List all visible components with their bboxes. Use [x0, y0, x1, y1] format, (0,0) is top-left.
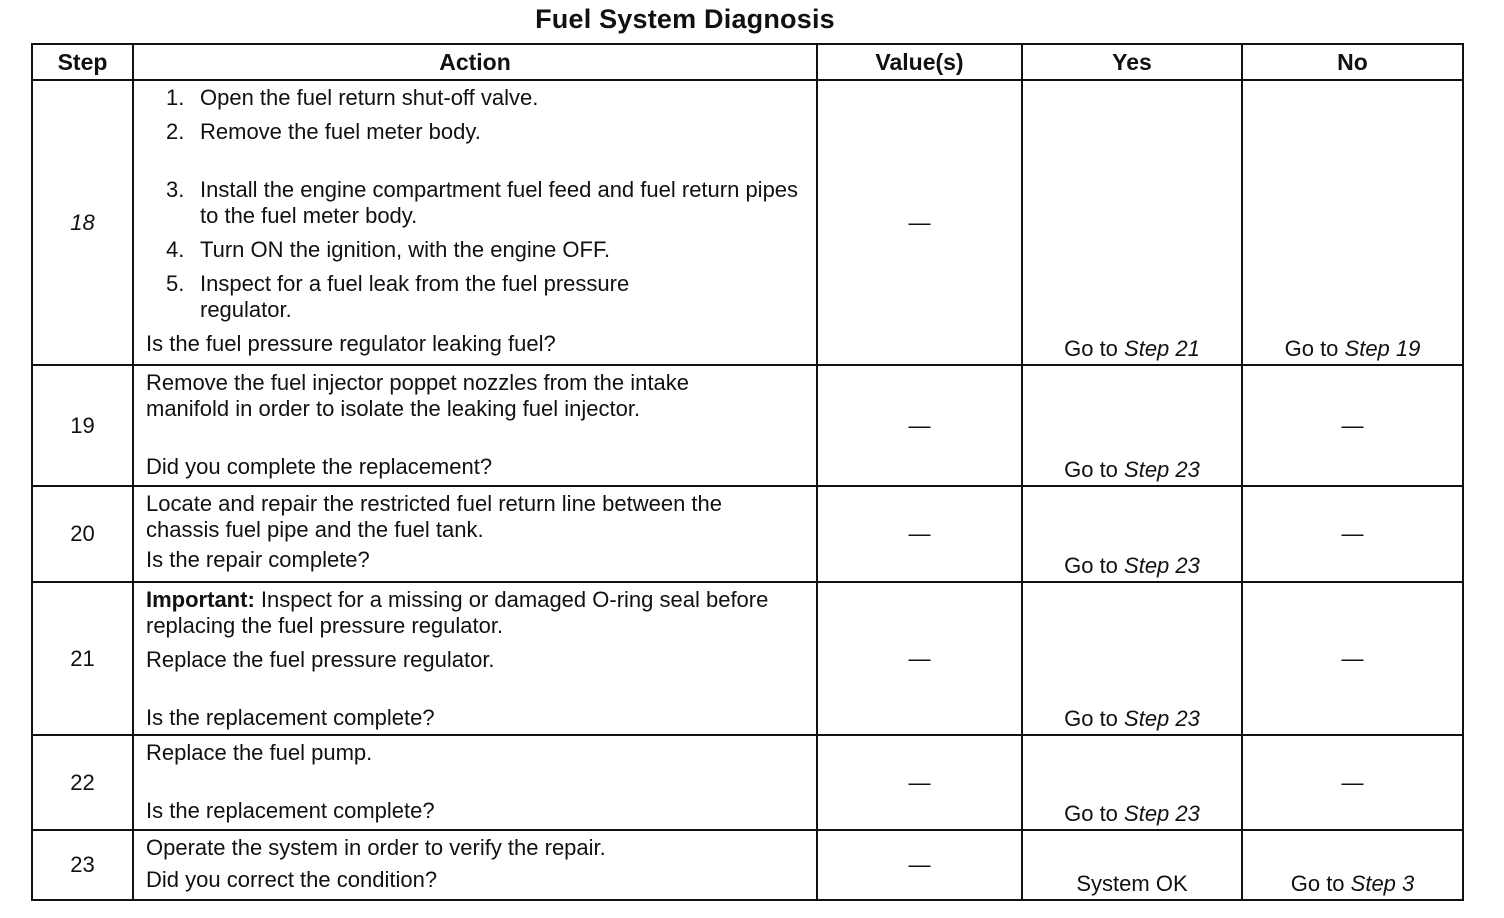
- table-row: [32, 582, 1463, 735]
- yes-cell: Go to Step 23: [1022, 582, 1242, 735]
- no-step-link[interactable]: Step 3: [1350, 871, 1415, 896]
- action-cell: [133, 80, 817, 365]
- no-dash: —: [1341, 521, 1364, 546]
- list-item: 2. Remove the fuel meter body.: [166, 119, 481, 144]
- no-dash: —: [1341, 769, 1364, 795]
- page-title: Fuel System Diagnosis: [535, 4, 835, 34]
- value-cell: [817, 365, 1022, 486]
- no-cell: Go to Step 3: [1242, 830, 1463, 900]
- step-number: 20: [32, 486, 133, 582]
- value-cell: [817, 486, 1022, 582]
- header-action: Action: [133, 44, 817, 80]
- yes-step-link[interactable]: Step 23: [1124, 706, 1200, 731]
- action-cell: [133, 582, 817, 735]
- action-cell: [133, 486, 817, 582]
- value-cell: [817, 582, 1022, 735]
- step-number: 19: [32, 365, 133, 486]
- important-label: Important:: [146, 587, 255, 612]
- diagnosis-table: [31, 43, 1464, 901]
- value-cell: [817, 735, 1022, 830]
- value-cell: [817, 830, 1022, 900]
- list-item: 3. Install the engine compartment fuel feed and fuel return pipes to the fuel meter body.: [166, 177, 799, 228]
- action-text: Remove the fuel injector poppet nozzles from the intake manifold in order to isolate the leaking fuel injector.: [146, 370, 689, 421]
- value-dash: —: [908, 412, 931, 438]
- no-cell: [1242, 582, 1463, 735]
- action-cell: [133, 830, 817, 900]
- yes-step-link[interactable]: Step 23: [1124, 457, 1200, 482]
- step-number: 18: [32, 80, 133, 365]
- yes-cell: Go to Step 23: [1022, 735, 1242, 830]
- yes-cell: Go to Step 23: [1022, 365, 1242, 486]
- value-dash: —: [908, 209, 931, 235]
- value-cell: [817, 80, 1022, 365]
- header-step: Step: [32, 44, 133, 80]
- list-item: 4. Turn ON the ignition, with the engine OFF.: [166, 237, 611, 262]
- action-text: Locate and repair the restricted fuel return line between the chassis fuel pipe and the fuel tank.: [146, 491, 723, 542]
- action-question: Is the replacement complete?: [146, 705, 435, 730]
- yes-step-link[interactable]: Step 23: [1124, 553, 1200, 578]
- header-no: No: [1242, 44, 1463, 80]
- header-values: Value(s): [817, 44, 1022, 80]
- action-question: Is the repair complete?: [146, 547, 370, 572]
- step-number: 22: [32, 735, 133, 830]
- list-item: 1. Open the fuel return shut-off valve.: [166, 85, 539, 110]
- no-dash: —: [1341, 412, 1364, 438]
- action-steps-list: [146, 85, 806, 323]
- action-question: Is the replacement complete?: [146, 798, 435, 823]
- list-item: 5. Inspect for a fuel leak from the fuel pressure regulator.: [166, 271, 630, 322]
- table-row: [32, 365, 1463, 486]
- yes-cell: Go to Step 21: [1022, 80, 1242, 365]
- value-dash: —: [908, 852, 931, 877]
- no-dash: —: [1341, 645, 1364, 671]
- important-note: Important: Inspect for a missing or damaged O-ring seal before replacing the fuel pressure regulator.: [146, 587, 769, 638]
- no-cell: Go to Step 19: [1242, 80, 1463, 365]
- step-number: 21: [32, 582, 133, 735]
- no-cell: [1242, 365, 1463, 486]
- table-row: [32, 735, 1463, 830]
- yes-step-link[interactable]: Step 23: [1124, 801, 1200, 826]
- yes-cell: Go to Step 23: [1022, 486, 1242, 582]
- action-text: Operate the system in order to verify the repair.: [146, 835, 606, 860]
- no-cell: [1242, 486, 1463, 582]
- step-number: 23: [32, 830, 133, 900]
- table-row: [32, 830, 1463, 900]
- no-step-link[interactable]: Step 19: [1344, 336, 1421, 361]
- value-dash: —: [908, 645, 931, 671]
- yes-result: System OK: [1076, 871, 1188, 896]
- value-dash: —: [908, 769, 931, 795]
- action-text: Replace the fuel pump.: [146, 740, 373, 765]
- action-question: Did you correct the condition?: [146, 867, 438, 892]
- no-cell: [1242, 735, 1463, 830]
- table-row: [32, 486, 1463, 582]
- action-cell: [133, 365, 817, 486]
- action-question: Is the fuel pressure regulator leaking fuel?: [146, 331, 556, 356]
- table-header-row: [32, 44, 1463, 80]
- yes-cell: [1022, 830, 1242, 900]
- table-row: [32, 80, 1463, 365]
- header-yes: Yes: [1022, 44, 1242, 80]
- action-question: Did you complete the replacement?: [146, 454, 493, 479]
- value-dash: —: [908, 521, 931, 546]
- yes-step-link[interactable]: Step 21: [1124, 336, 1200, 361]
- action-text: Replace the fuel pressure regulator.: [146, 647, 495, 672]
- action-cell: [133, 735, 817, 830]
